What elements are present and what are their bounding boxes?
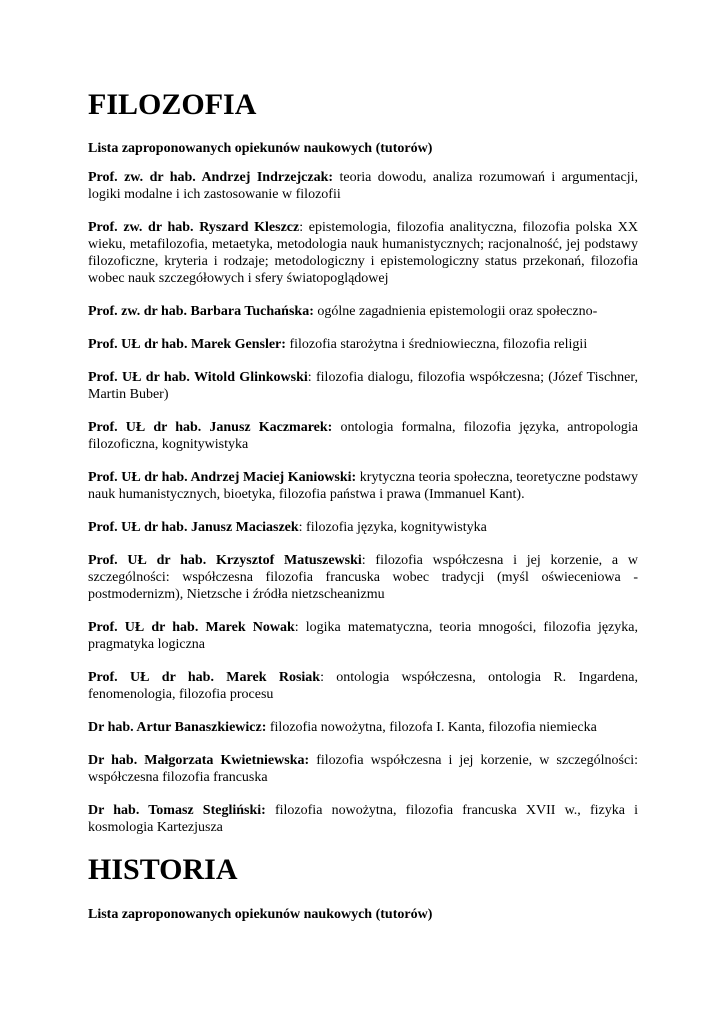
tutor-topics: krytyczna teoria społeczna, teoretyczne podstawy nauk humanistycznych, bioetyka, filozofia państwa i prawa (Immanuel Kant). [88,470,639,502]
tutor-entry [88,752,638,786]
tutor-topics: : logika matematyczna, teoria mnogości, filozofia języka, pragmatyka logiczna [88,620,638,652]
tutor-name: Prof. zw. dr hab. Ryszard Kleszcz [88,220,300,235]
tutor-entry [88,303,638,320]
section-title: FILOZOFIA [88,88,257,121]
tutor-name: Prof. UŁ dr hab. Andrzej Maciej Kaniowski: [88,470,357,485]
tutor-entry [88,519,638,536]
tutor-entry [88,619,638,653]
tutor-entry [88,802,638,836]
tutor-topics: : filozofia dialogu, filozofia współczesna; (Józef Tischner, Martin Buber) [88,370,638,402]
section-subtitle: Lista zaproponowanych opiekunów naukowych (tutorów) [88,141,433,156]
tutor-topics: filozofia nowożytna, filozofa I. Kanta, filozofia niemiecka [266,720,597,735]
tutor-name: Prof. UŁ dr hab. Janusz Kaczmarek: [88,420,333,435]
tutor-name: Prof. UŁ dr hab. Witold Glinkowski [88,370,308,385]
tutor-topics: : filozofia współczesna i jej korzenie, a w szczególności: współczesna filozofia francuska wobec tradycji (myśl oświeceniowa - postmodernizm), Nietzsche i źródła nietzscheanizmu [88,553,638,602]
tutor-entry [88,419,638,453]
tutor-name: Prof. UŁ dr hab. Krzysztof Matuszewski [88,553,362,568]
tutor-topics: filozofia nowożytna, filozofia francuska XVII w., fizyka i kosmologia Kartezjusza [88,803,638,835]
tutor-entry [88,369,638,403]
tutor-topics: : filozofia języka, kognitywistyka [298,520,487,535]
tutor-topics: : ontologia współczesna, ontologia R. Ingardena, fenomenologia, filozofia procesu [88,670,638,702]
tutor-name: Prof. UŁ dr hab. Marek Nowak [88,620,295,635]
tutor-name: Prof. zw. dr hab. Andrzej Indrzejczak: [88,170,334,185]
section-filozofia [88,88,638,836]
tutor-entry [88,169,638,203]
tutor-topics: ogólne zagadnienia epistemologii oraz społeczno- [313,304,598,319]
tutor-entry [88,219,638,287]
tutor-topics: filozofia starożytna i średniowieczna, filozofia religii [285,337,588,352]
tutor-topics: filozofia współczesna i jej korzenie, w szczególności: współczesna filozofia francuska [88,753,639,785]
tutor-list [88,169,638,836]
tutor-name: Prof. zw. dr hab. Barbara Tuchańska: [88,304,314,319]
tutor-entry [88,552,638,603]
section-title: HISTORIA [88,853,238,886]
tutor-entry [88,469,638,503]
tutor-name: Prof. UŁ dr hab. Marek Gensler: [88,337,286,352]
tutor-name: Prof. UŁ dr hab. Janusz Maciaszek [88,520,299,535]
tutor-entry [88,719,638,736]
tutor-name: Dr hab. Małgorzata Kwietniewska: [88,753,310,768]
document-page [88,88,638,923]
section-subtitle: Lista zaproponowanych opiekunów naukowych (tutorów) [88,907,433,922]
tutor-name: Prof. UŁ dr hab. Marek Rosiak [88,670,321,685]
tutor-topics: : epistemologia, filozofia analityczna, filozofia polska XX wieku, metafilozofia, metaetyka, metodologia nauk humanistycznych; racjonalność, jej podstawy filozoficzne, kryteria i rodzaje; metodologiczny i epistemologiczny status przekonań, filozofia wobec nauk szczegółowych i sfery światopoglądowej [88,220,638,286]
tutor-entry [88,669,638,703]
tutor-name: Dr hab. Tomasz Stegliński: [88,803,266,818]
tutor-topics: teoria dowodu, analiza rozumowań i argumentacji, logiki modalne i ich zastosowanie w filozofii [88,170,638,202]
tutor-entry [88,336,638,353]
section-historia [88,853,638,923]
tutor-name: Dr hab. Artur Banaszkiewicz: [88,720,267,735]
tutor-topics: ontologia formalna, filozofia języka, antropologia filozoficzna, kognitywistyka [88,420,638,452]
